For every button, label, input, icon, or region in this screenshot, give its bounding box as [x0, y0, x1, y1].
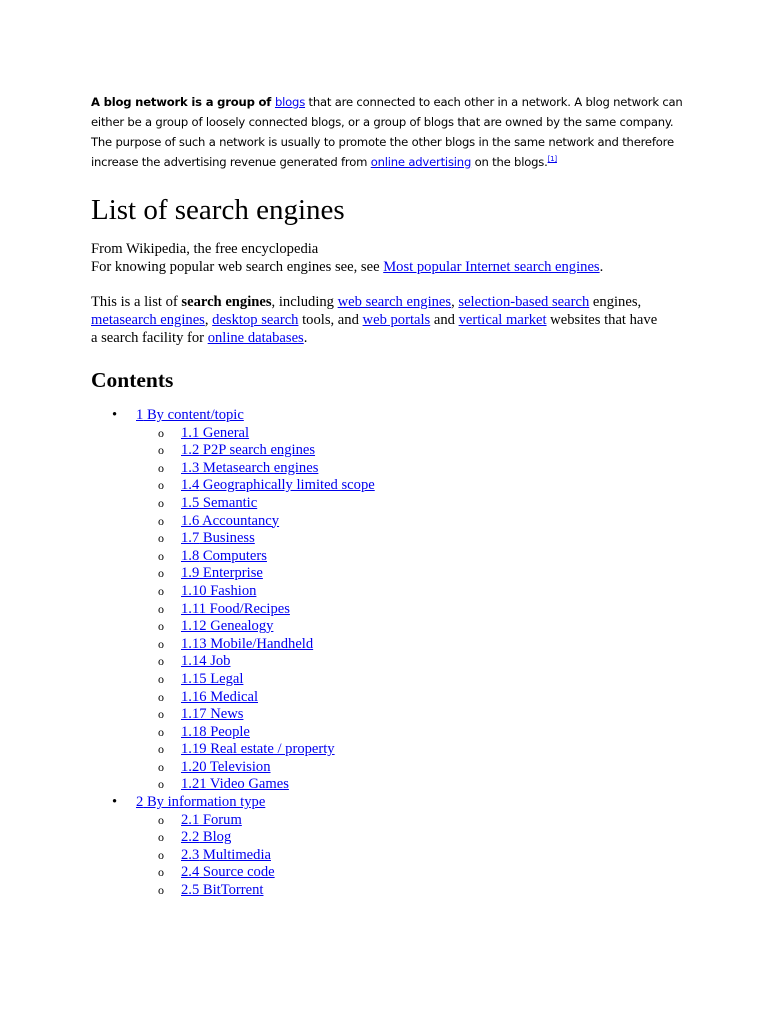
circle-bullet-icon: o — [158, 759, 164, 774]
toc-number: 2.3 — [181, 846, 200, 863]
circle-bullet-icon: o — [158, 619, 164, 634]
toc-subsection-link[interactable] — [181, 548, 267, 564]
toc-subsection-link[interactable] — [181, 829, 231, 845]
toc-subsection — [136, 636, 701, 654]
web-portals-link[interactable]: web portals — [362, 312, 431, 328]
toc-subsection — [136, 495, 701, 513]
toc-subsection — [136, 812, 701, 830]
toc-subsection-link[interactable] — [181, 759, 271, 775]
toc-subsection — [136, 741, 701, 759]
toc-title: Geographically limited scope — [199, 477, 375, 494]
toc-number: 1.14 — [181, 653, 207, 670]
toc-title: Source code — [199, 864, 275, 881]
bullet-icon: • — [112, 794, 118, 811]
toc-subsection-link[interactable] — [181, 689, 258, 705]
page-title: List of search engines — [91, 194, 345, 226]
blog-para-text: The purpose of such a network is usually to promote the other blogs in the same network and therefore — [91, 135, 674, 149]
circle-bullet-icon: o — [158, 847, 164, 862]
toc-subsection — [136, 548, 701, 566]
toc-title: Legal — [206, 670, 244, 687]
toc-subsection — [136, 653, 701, 671]
toc-number: 1.12 — [181, 618, 207, 635]
toc-number: 1.3 — [181, 459, 200, 476]
circle-bullet-icon: o — [158, 689, 164, 704]
circle-bullet-icon: o — [158, 531, 164, 546]
toc-title: Multimedia — [199, 846, 271, 863]
online-databases-link[interactable]: online databases — [207, 330, 304, 346]
circle-bullet-icon: o — [158, 654, 164, 669]
selection-based-search-link[interactable]: selection-based search — [458, 294, 590, 310]
toc-subsection — [136, 425, 701, 443]
toc-number: 1.21 — [181, 776, 207, 793]
toc-subsection — [136, 882, 701, 900]
toc-subsection-link[interactable] — [181, 425, 249, 441]
article — [91, 190, 701, 900]
toc-number: 1.18 — [181, 723, 207, 740]
circle-bullet-icon: o — [158, 742, 164, 757]
toc-subsection — [136, 689, 701, 707]
toc-subsection — [136, 460, 701, 478]
blog-para-text: on the blogs. — [471, 155, 548, 169]
toc-subsection-link[interactable] — [181, 812, 242, 828]
toc-subsection — [136, 864, 701, 882]
toc-number: 1.1 — [181, 424, 200, 441]
circle-bullet-icon: o — [158, 566, 164, 581]
toc-subsection — [136, 530, 701, 548]
toc-subsection-link[interactable] — [181, 530, 255, 546]
toc-title: Metasearch engines — [199, 459, 319, 476]
toc-subsection — [136, 724, 701, 742]
circle-bullet-icon: o — [158, 478, 164, 493]
toc-subsection — [136, 829, 701, 847]
toc-number: 2.2 — [181, 829, 200, 846]
table-of-contents — [91, 407, 701, 900]
intro-text: This is a list of — [91, 294, 182, 310]
toc-number: 2.5 — [181, 882, 200, 899]
toc-number: 1.5 — [181, 494, 200, 511]
toc-number: 1.15 — [181, 670, 207, 687]
toc-title: People — [206, 723, 250, 740]
blog-para-text: increase the advertising revenue generated from — [91, 155, 371, 169]
toc-title: News — [206, 706, 244, 723]
circle-bullet-icon: o — [158, 460, 164, 475]
toc-title: Computers — [199, 547, 267, 564]
toc-subsection-link[interactable] — [181, 724, 250, 740]
blog-para-line — [91, 92, 691, 112]
toc-subsection-link[interactable] — [181, 565, 263, 581]
toc-subsection-link[interactable] — [181, 636, 313, 652]
toc-subsection-link[interactable] — [181, 864, 275, 880]
online-advertising-link[interactable]: online advertising — [370, 155, 472, 169]
toc-section — [91, 794, 701, 900]
vertical-market-link[interactable]: vertical market — [458, 312, 547, 328]
toc-title: Blog — [199, 829, 232, 846]
toc-subsection-link[interactable] — [181, 618, 273, 634]
toc-number: 1.9 — [181, 565, 200, 582]
toc-subsection-link[interactable] — [181, 882, 263, 898]
hatnote-text: For knowing popular web search engines see, see — [91, 259, 384, 275]
toc-title: Job — [206, 653, 231, 670]
metasearch-engines-link[interactable]: metasearch engines — [91, 312, 205, 328]
toc-subsection — [136, 671, 701, 689]
toc-subsection — [136, 442, 701, 460]
toc-number: 1.4 — [181, 477, 200, 494]
intro-text: , — [451, 294, 459, 310]
circle-bullet-icon: o — [158, 830, 164, 845]
circle-bullet-icon: o — [158, 513, 164, 528]
blog-para-text: that are connected to each other in a network. A blog network can — [305, 95, 683, 109]
toc-subsection-link[interactable] — [181, 442, 315, 458]
toc-subsection-link[interactable] — [181, 776, 289, 792]
toc-subsection — [136, 565, 701, 583]
hatnote-text: . — [599, 259, 604, 275]
intro-text: tools, and — [298, 312, 363, 328]
intro-text: and — [430, 312, 459, 328]
intro-text: a search facility for — [91, 330, 208, 346]
blog-network-paragraph — [91, 92, 691, 172]
reference-link[interactable]: [1] — [547, 155, 557, 163]
toc-title: By information type — [143, 794, 266, 811]
intro-paragraph — [91, 293, 701, 347]
toc-number: 1.10 — [181, 582, 207, 599]
toc-number: 1.7 — [181, 530, 200, 547]
toc-number: 1.13 — [181, 635, 207, 652]
toc-title: Fashion — [206, 582, 257, 599]
toc-subsection-link[interactable] — [181, 513, 279, 529]
toc-subsection-list — [136, 425, 701, 794]
toc-subsection — [136, 776, 701, 794]
most-popular-search-engines-link[interactable]: Most popular Internet search engines — [383, 259, 600, 275]
toc-title: Medical — [206, 688, 259, 705]
web-search-engines-link[interactable]: web search engines — [337, 294, 452, 310]
toc-number: 2.1 — [181, 811, 200, 828]
circle-bullet-icon: o — [158, 777, 164, 792]
toc-title: Enterprise — [199, 565, 263, 582]
toc-title: General — [199, 424, 250, 441]
intro-text: , — [204, 312, 213, 328]
blog-para-line — [91, 132, 691, 152]
toc-number: 1.6 — [181, 512, 200, 529]
hatnote — [91, 258, 701, 276]
toc-title: Business — [199, 530, 255, 547]
circle-bullet-icon: o — [158, 443, 164, 458]
circle-bullet-icon: o — [158, 724, 164, 739]
contents-heading: Contents — [91, 368, 174, 392]
toc-subsection — [136, 583, 701, 601]
intro-text: , including — [271, 294, 338, 310]
intro-text: . — [303, 330, 308, 346]
toc-number: 1.19 — [181, 741, 207, 758]
toc-number: 1.20 — [181, 758, 207, 775]
toc-title: Real estate / property — [206, 741, 335, 758]
circle-bullet-icon: o — [158, 707, 164, 722]
toc-title: Food/Recipes — [206, 600, 290, 617]
circle-bullet-icon: o — [158, 671, 164, 686]
toc-subsection — [136, 706, 701, 724]
from-wikipedia-tagline: From Wikipedia, the free encyclopedia — [91, 241, 319, 257]
toc-title: Video Games — [206, 776, 289, 793]
toc-number: 2.4 — [181, 864, 200, 881]
toc-subsection — [136, 618, 701, 636]
toc-section-link[interactable] — [136, 794, 265, 810]
toc-subsection — [136, 513, 701, 531]
toc-subsection — [136, 847, 701, 865]
toc-subsection — [136, 759, 701, 777]
toc-section — [91, 407, 701, 794]
circle-bullet-icon: o — [158, 865, 164, 880]
circle-bullet-icon: o — [158, 883, 164, 898]
toc-number: 1.2 — [181, 442, 200, 459]
bullet-icon: • — [112, 407, 118, 423]
circle-bullet-icon: o — [158, 636, 164, 651]
circle-bullet-icon: o — [158, 425, 164, 440]
toc-subsection-link[interactable] — [181, 601, 290, 617]
toc-subsection — [136, 477, 701, 495]
toc-subsection-link[interactable] — [181, 671, 243, 687]
toc-number: 1.16 — [181, 688, 207, 705]
toc-subsection-list — [136, 812, 701, 900]
toc-title: Genealogy — [206, 618, 274, 635]
blog-para-text: A blog network is a group of — [91, 95, 275, 109]
toc-title: Television — [206, 758, 271, 775]
toc-subsection-link[interactable] — [181, 460, 318, 476]
toc-number: 1.11 — [181, 600, 206, 617]
intro-bold-text: search engines — [181, 294, 272, 310]
blog-para-text: either be a group of loosely connected blogs, or a group of blogs that are owned by the same company. — [91, 115, 674, 129]
toc-subsection-link[interactable] — [181, 741, 335, 757]
toc-subsection-link[interactable] — [181, 847, 271, 863]
toc-number: 1.8 — [181, 547, 200, 564]
desktop-search-link[interactable]: desktop search — [212, 312, 299, 328]
circle-bullet-icon: o — [158, 495, 164, 510]
circle-bullet-icon: o — [158, 548, 164, 563]
blog-para-line — [91, 112, 691, 132]
toc-subsection-link[interactable] — [181, 477, 375, 493]
toc-title: Mobile/Handheld — [206, 635, 314, 652]
toc-number: 1 — [136, 407, 144, 423]
circle-bullet-icon: o — [158, 601, 164, 616]
toc-subsection-link[interactable] — [181, 706, 243, 722]
blogs-link[interactable]: blogs — [274, 95, 306, 109]
toc-title: Semantic — [199, 494, 258, 511]
toc-title: By content/topic — [143, 407, 244, 423]
toc-number: 1.17 — [181, 706, 207, 723]
toc-subsection-link[interactable] — [181, 495, 257, 511]
toc-title: P2P search engines — [199, 442, 316, 459]
intro-text: engines, — [589, 294, 642, 310]
toc-subsection-link[interactable] — [181, 653, 230, 669]
toc-title: BitTorrent — [199, 882, 264, 899]
blog-para-line — [91, 152, 691, 172]
toc-title: Accountancy — [199, 512, 280, 529]
toc-subsection — [136, 601, 701, 619]
circle-bullet-icon: o — [158, 812, 164, 827]
intro-text: websites that have — [546, 312, 658, 328]
toc-section-link[interactable] — [136, 407, 244, 423]
toc-number: 2 — [136, 794, 144, 811]
circle-bullet-icon: o — [158, 583, 164, 598]
toc-title: Forum — [199, 811, 242, 828]
toc-subsection-link[interactable] — [181, 583, 256, 599]
